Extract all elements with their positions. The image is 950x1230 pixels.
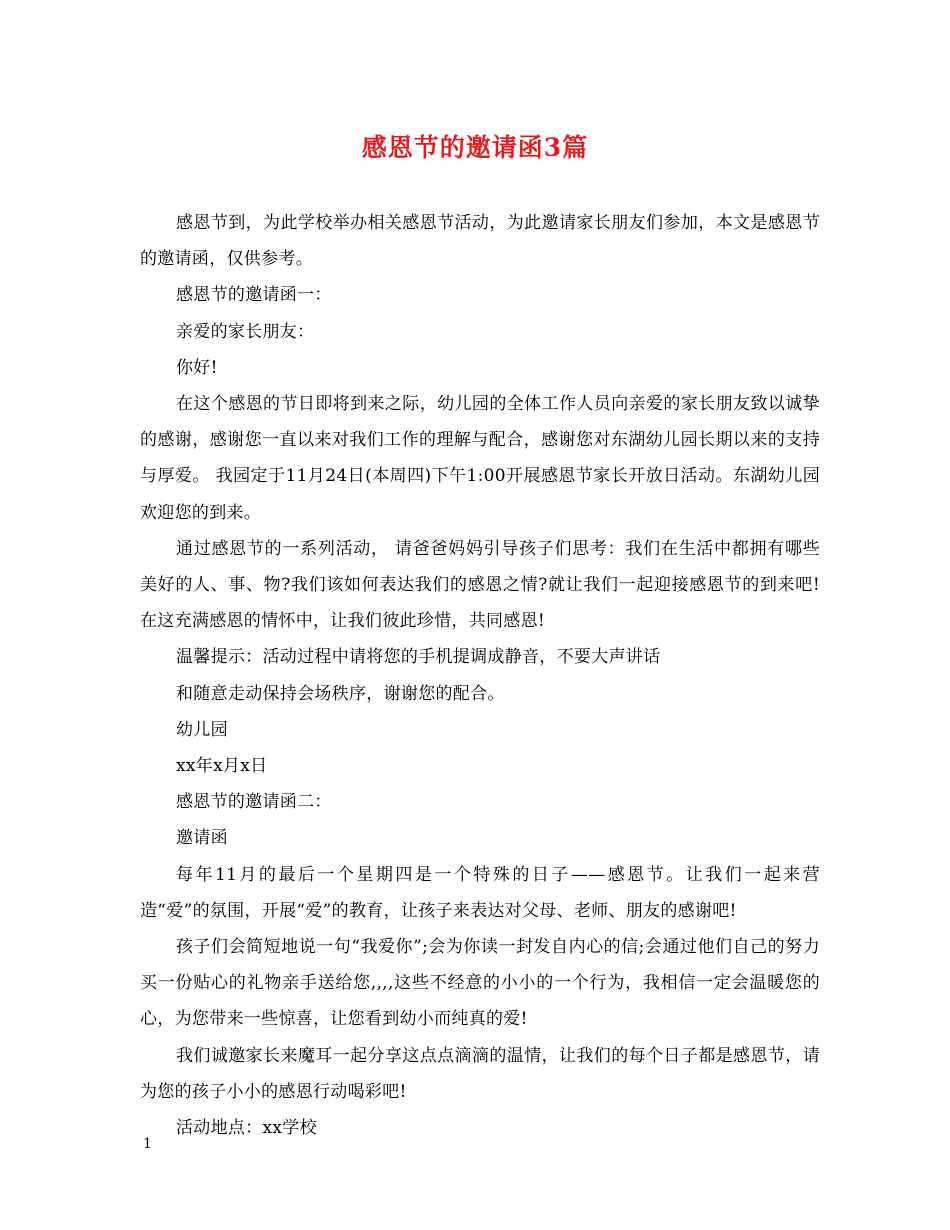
greeting: 你好! — [176, 357, 218, 378]
signature-date: xx年x月x日 — [176, 756, 268, 777]
page-number: 1 — [143, 1136, 152, 1152]
letter-two-paragraph-2: 孩子们会简短地说一句“我爱你”;会为你读一封发自内心的信;会通过他们自己的努力买一份贴心的礼物亲手送给您,,,,这些不经意的小小的一个行为，我相信一定会温暖您的心，为您带来一些惊喜，让您看到幼小而纯真的爱! — [140, 937, 820, 1030]
letter-two-paragraph-3: 我们诚邀家长来魔耳一起分享这点点滴滴的温情，让我们的每个日子都是感恩节，请为您的孩子小小的感恩行动喝彩吧! — [140, 1045, 820, 1102]
section-heading-letter-two: 感恩节的邀请函二： — [176, 792, 332, 813]
document-title: 感恩节的邀请函3篇 — [361, 133, 589, 162]
section-heading-letter-one: 感恩节的邀请函一： — [176, 285, 332, 306]
document-body — [140, 205, 820, 1146]
signature-organization: 幼儿园 — [176, 719, 228, 740]
invitation-heading: 邀请函 — [176, 828, 228, 849]
intro-paragraph: 感恩节到，为此学校举办相关感恩节活动，为此邀请家长朋友们参加，本文是感恩节的邀请函，仅供参考。 — [140, 213, 820, 270]
salutation: 亲爱的家长朋友： — [176, 321, 315, 342]
reminder-line-2: 和随意走动保持会场秩序，谢谢您的配合。 — [176, 683, 505, 704]
letter-two-paragraph-1: 每年11月的最后一个星期四是一个特殊的日子——感恩节。让我们一起来营造“爱”的氛围，开展“爱”的教育，让孩子来表达对父母、老师、朋友的感谢吧! — [140, 864, 820, 921]
event-location: 活动地点：xx学校 — [176, 1118, 317, 1139]
letter-one-paragraph-2: 通过感恩节的一系列活动， 请爸爸妈妈引导孩子们思考：我们在生活中都拥有哪些美好的人、事、物?我们该如何表达我们的感恩之情?就让我们一起迎接感恩节的到来吧!在这充满感恩的情怀中，让我们彼此珍惜，共同感恩! — [140, 538, 820, 632]
letter-one-paragraph-1: 在这个感恩的节日即将到来之际，幼儿园的全体工作人员向亲爱的家长朋友致以诚挚的感谢，感谢您一直以来对我们工作的理解与配合，感谢您对东湖幼儿园长期以来的支持与厚爱。 我园定于11月24日(本周四)下午1:00开展感恩节家长开放日活动。东湖幼儿园欢迎您的到来。 — [140, 394, 820, 523]
reminder-line-1: 温馨提示：活动过程中请将您的手机提调成静音，不要大声讲话 — [176, 647, 661, 668]
